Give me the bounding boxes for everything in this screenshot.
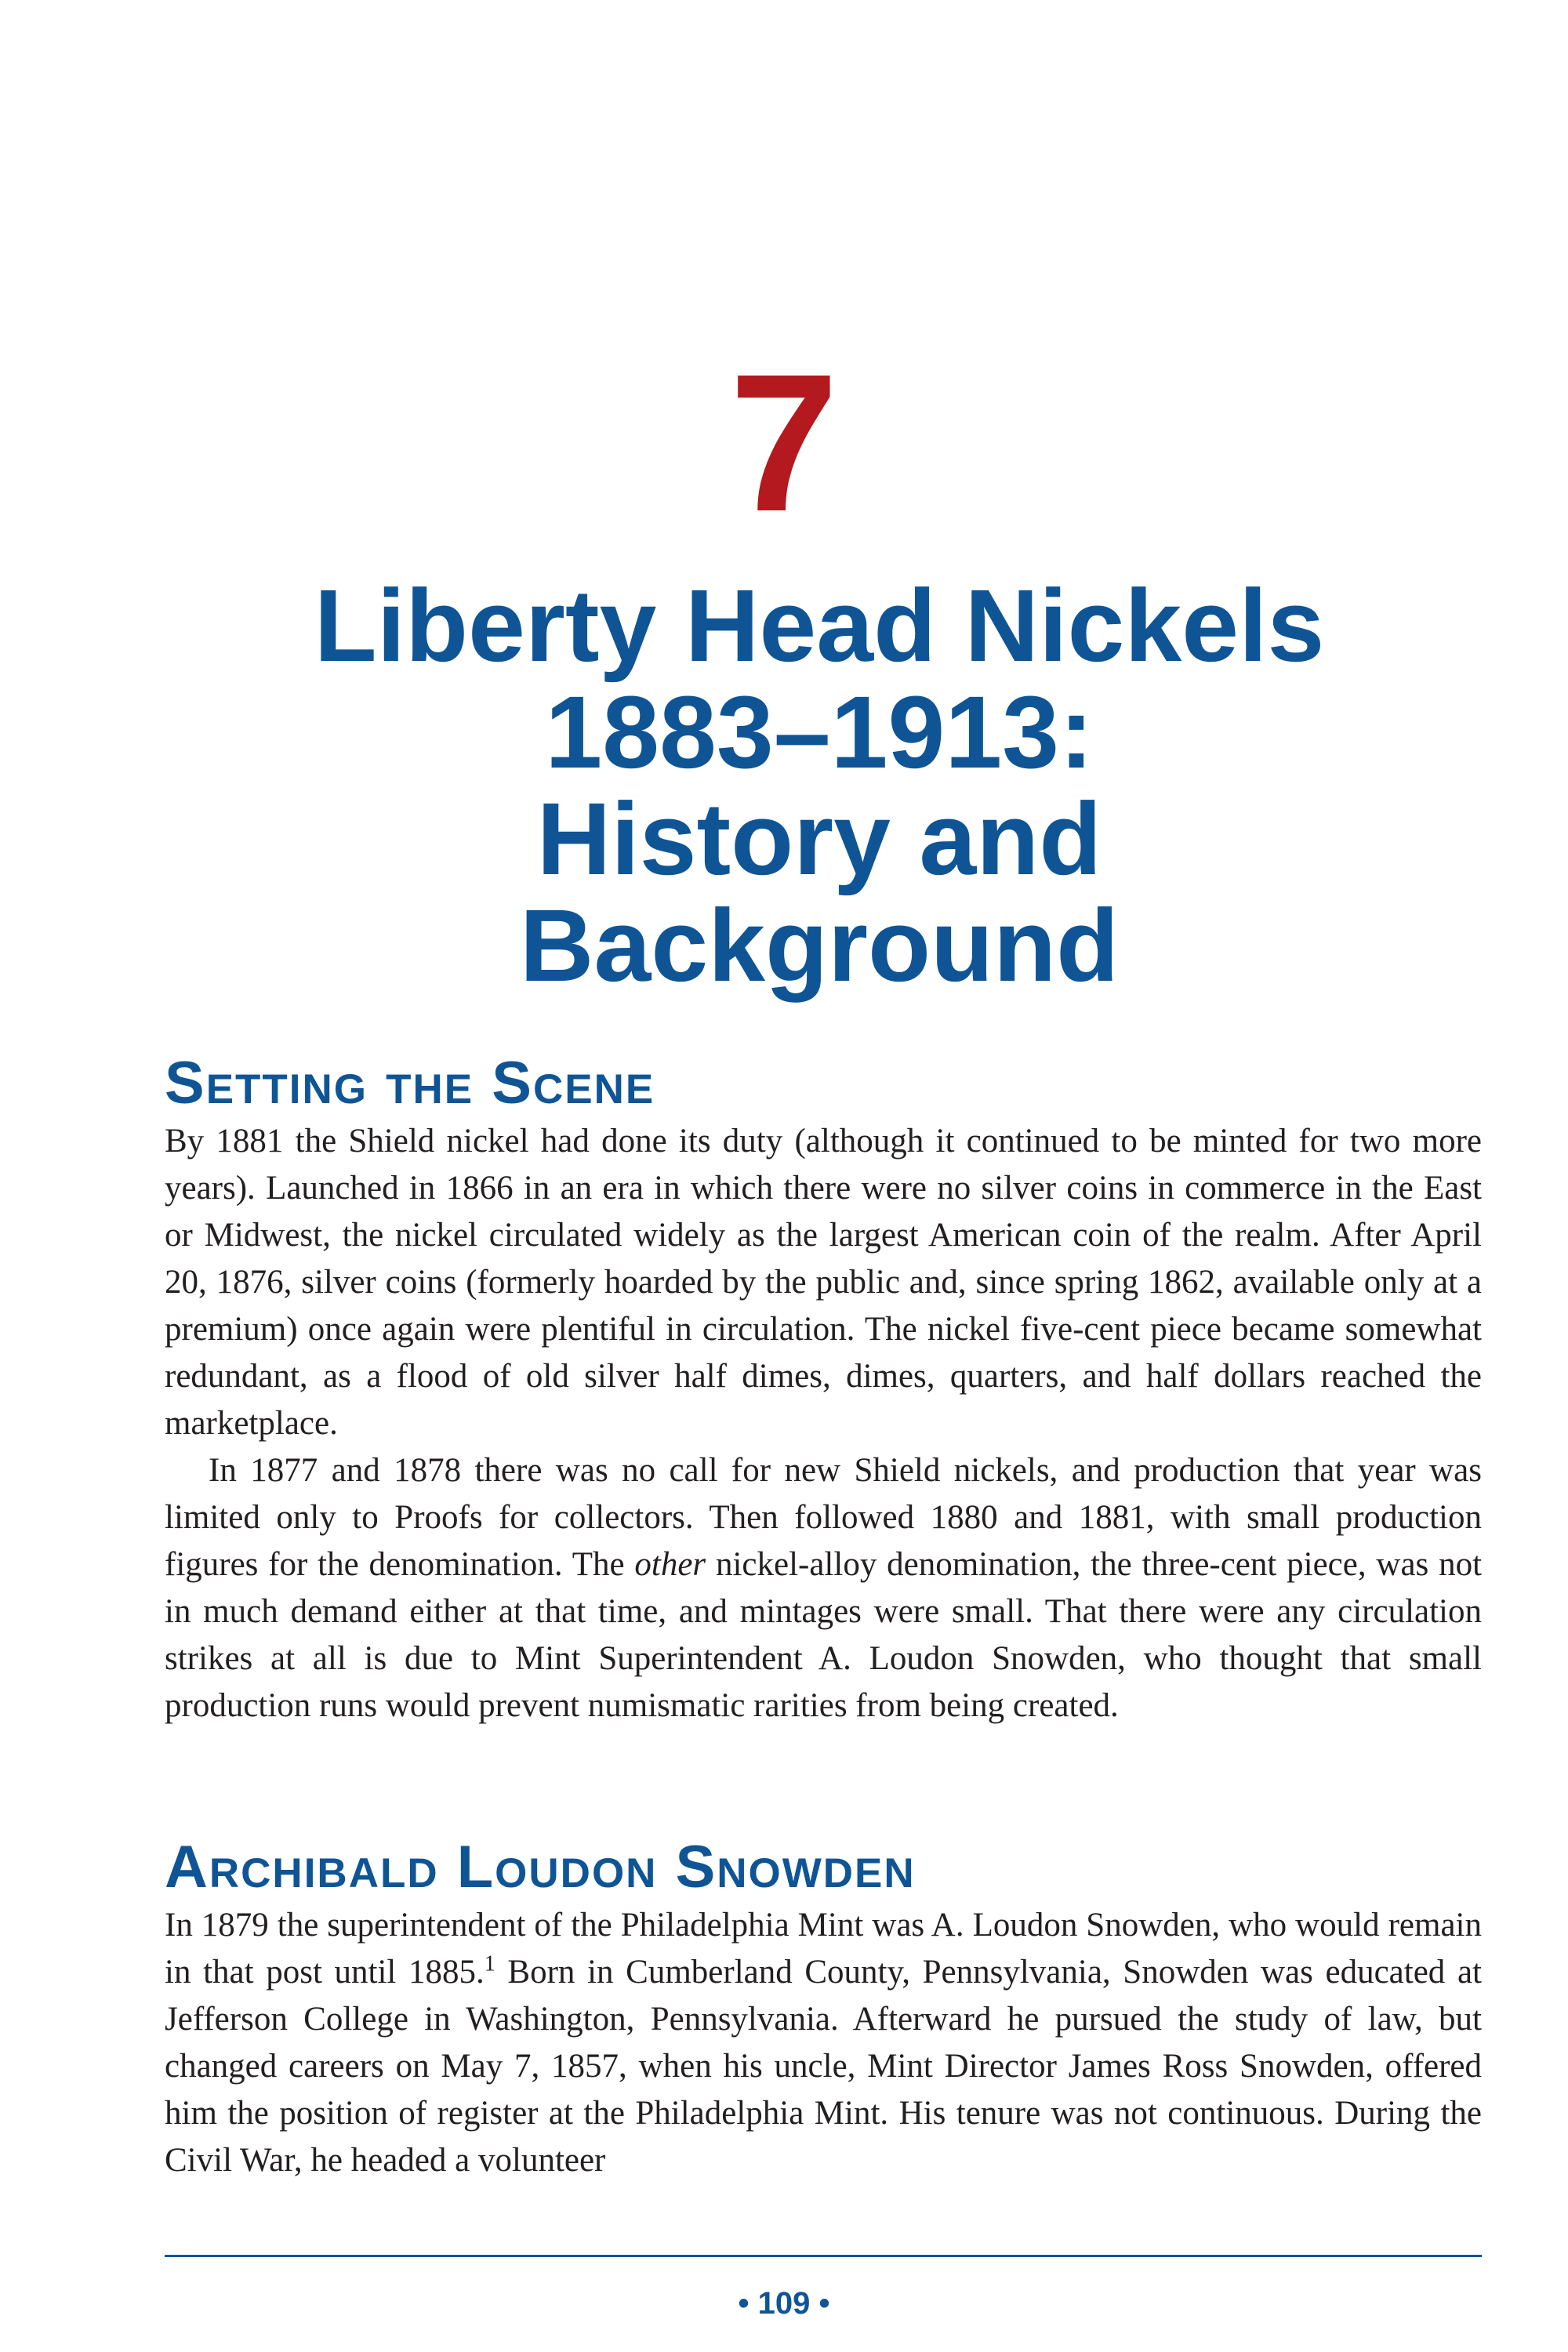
section-body-archibald-loudon-snowden	[165, 1902, 1482, 2184]
chapter-title	[118, 568, 1521, 1003]
chapter-title-line-2: 1883–1913:	[545, 674, 1094, 789]
chapter-title-line-3: History and	[536, 781, 1102, 896]
chapter-title-line-4: Background	[519, 887, 1120, 1003]
footnote-marker: 1	[484, 1951, 495, 1976]
paragraph	[165, 1447, 1482, 1730]
section-heading-archibald-loudon-snowden: Archibald Loudon Snowden	[165, 1834, 916, 1900]
chapter-number: 7	[729, 333, 839, 552]
paragraph-text: In 1879 the superintendent of the Philadelphia Mint was A. Loudon Snowden, who would remain in that post until 1885.	[165, 1907, 1482, 1991]
section-heading-setting-the-scene: Setting the Scene	[165, 1050, 655, 1116]
chapter-title-line-1: Liberty Head Nickels	[314, 568, 1325, 683]
footer-rule	[165, 2255, 1482, 2257]
emphasis-text: other	[634, 1546, 706, 1583]
paragraph-text: nickel-alloy denomination, the three-cent piece, was not in much demand either at that time, and mintages were small. That there were any circulation strikes at all is due to Mint Superintendent A. Loudon Snowden, who thought that small production runs would prevent numismatic rarities from being created.	[165, 1546, 1483, 1724]
paragraph: By 1881 the Shield nickel had done its duty (although it continued to be minted for two more years). Launched in 1866 in an era in which there were no silver coins in commerce in the East or Midwest, the nickel circulated widely as the largest American coin of the realm. After April 20, 1876, silver coins (formerly hoarded by the public and, since spring 1862, available only at a premium) once again were plentiful in circulation. The nickel five-cent piece became somewhat redundant, as a flood of old silver half dimes, dimes, quarters, and half dollars reached the marketplace.	[165, 1123, 1482, 1442]
paragraph-text: In 1877 and 1878 there was no call for new Shield nickels, and production that year was limited only to Proofs for collectors. Then followed 1880 and 1881, with small production figures for the denomination. The	[165, 1452, 1482, 1583]
paragraph-text: Born in Cumberland County, Pennsylvania, Snowden was educated at Jefferson College in Washington, Pennsylvania. Afterward he pursued the study of law, but changed careers on May 7, 1857, when his uncle, Mint Director James Ross Snowden, offered him the position of register at the Philadelphia Mint. His tenure was not continuous. During the Civil War, he headed a volunteer	[165, 1954, 1482, 2179]
section-body-setting-the-scene	[165, 1118, 1482, 1730]
paragraph	[165, 1902, 1482, 2184]
page-number: • 109 •	[738, 2286, 830, 2321]
